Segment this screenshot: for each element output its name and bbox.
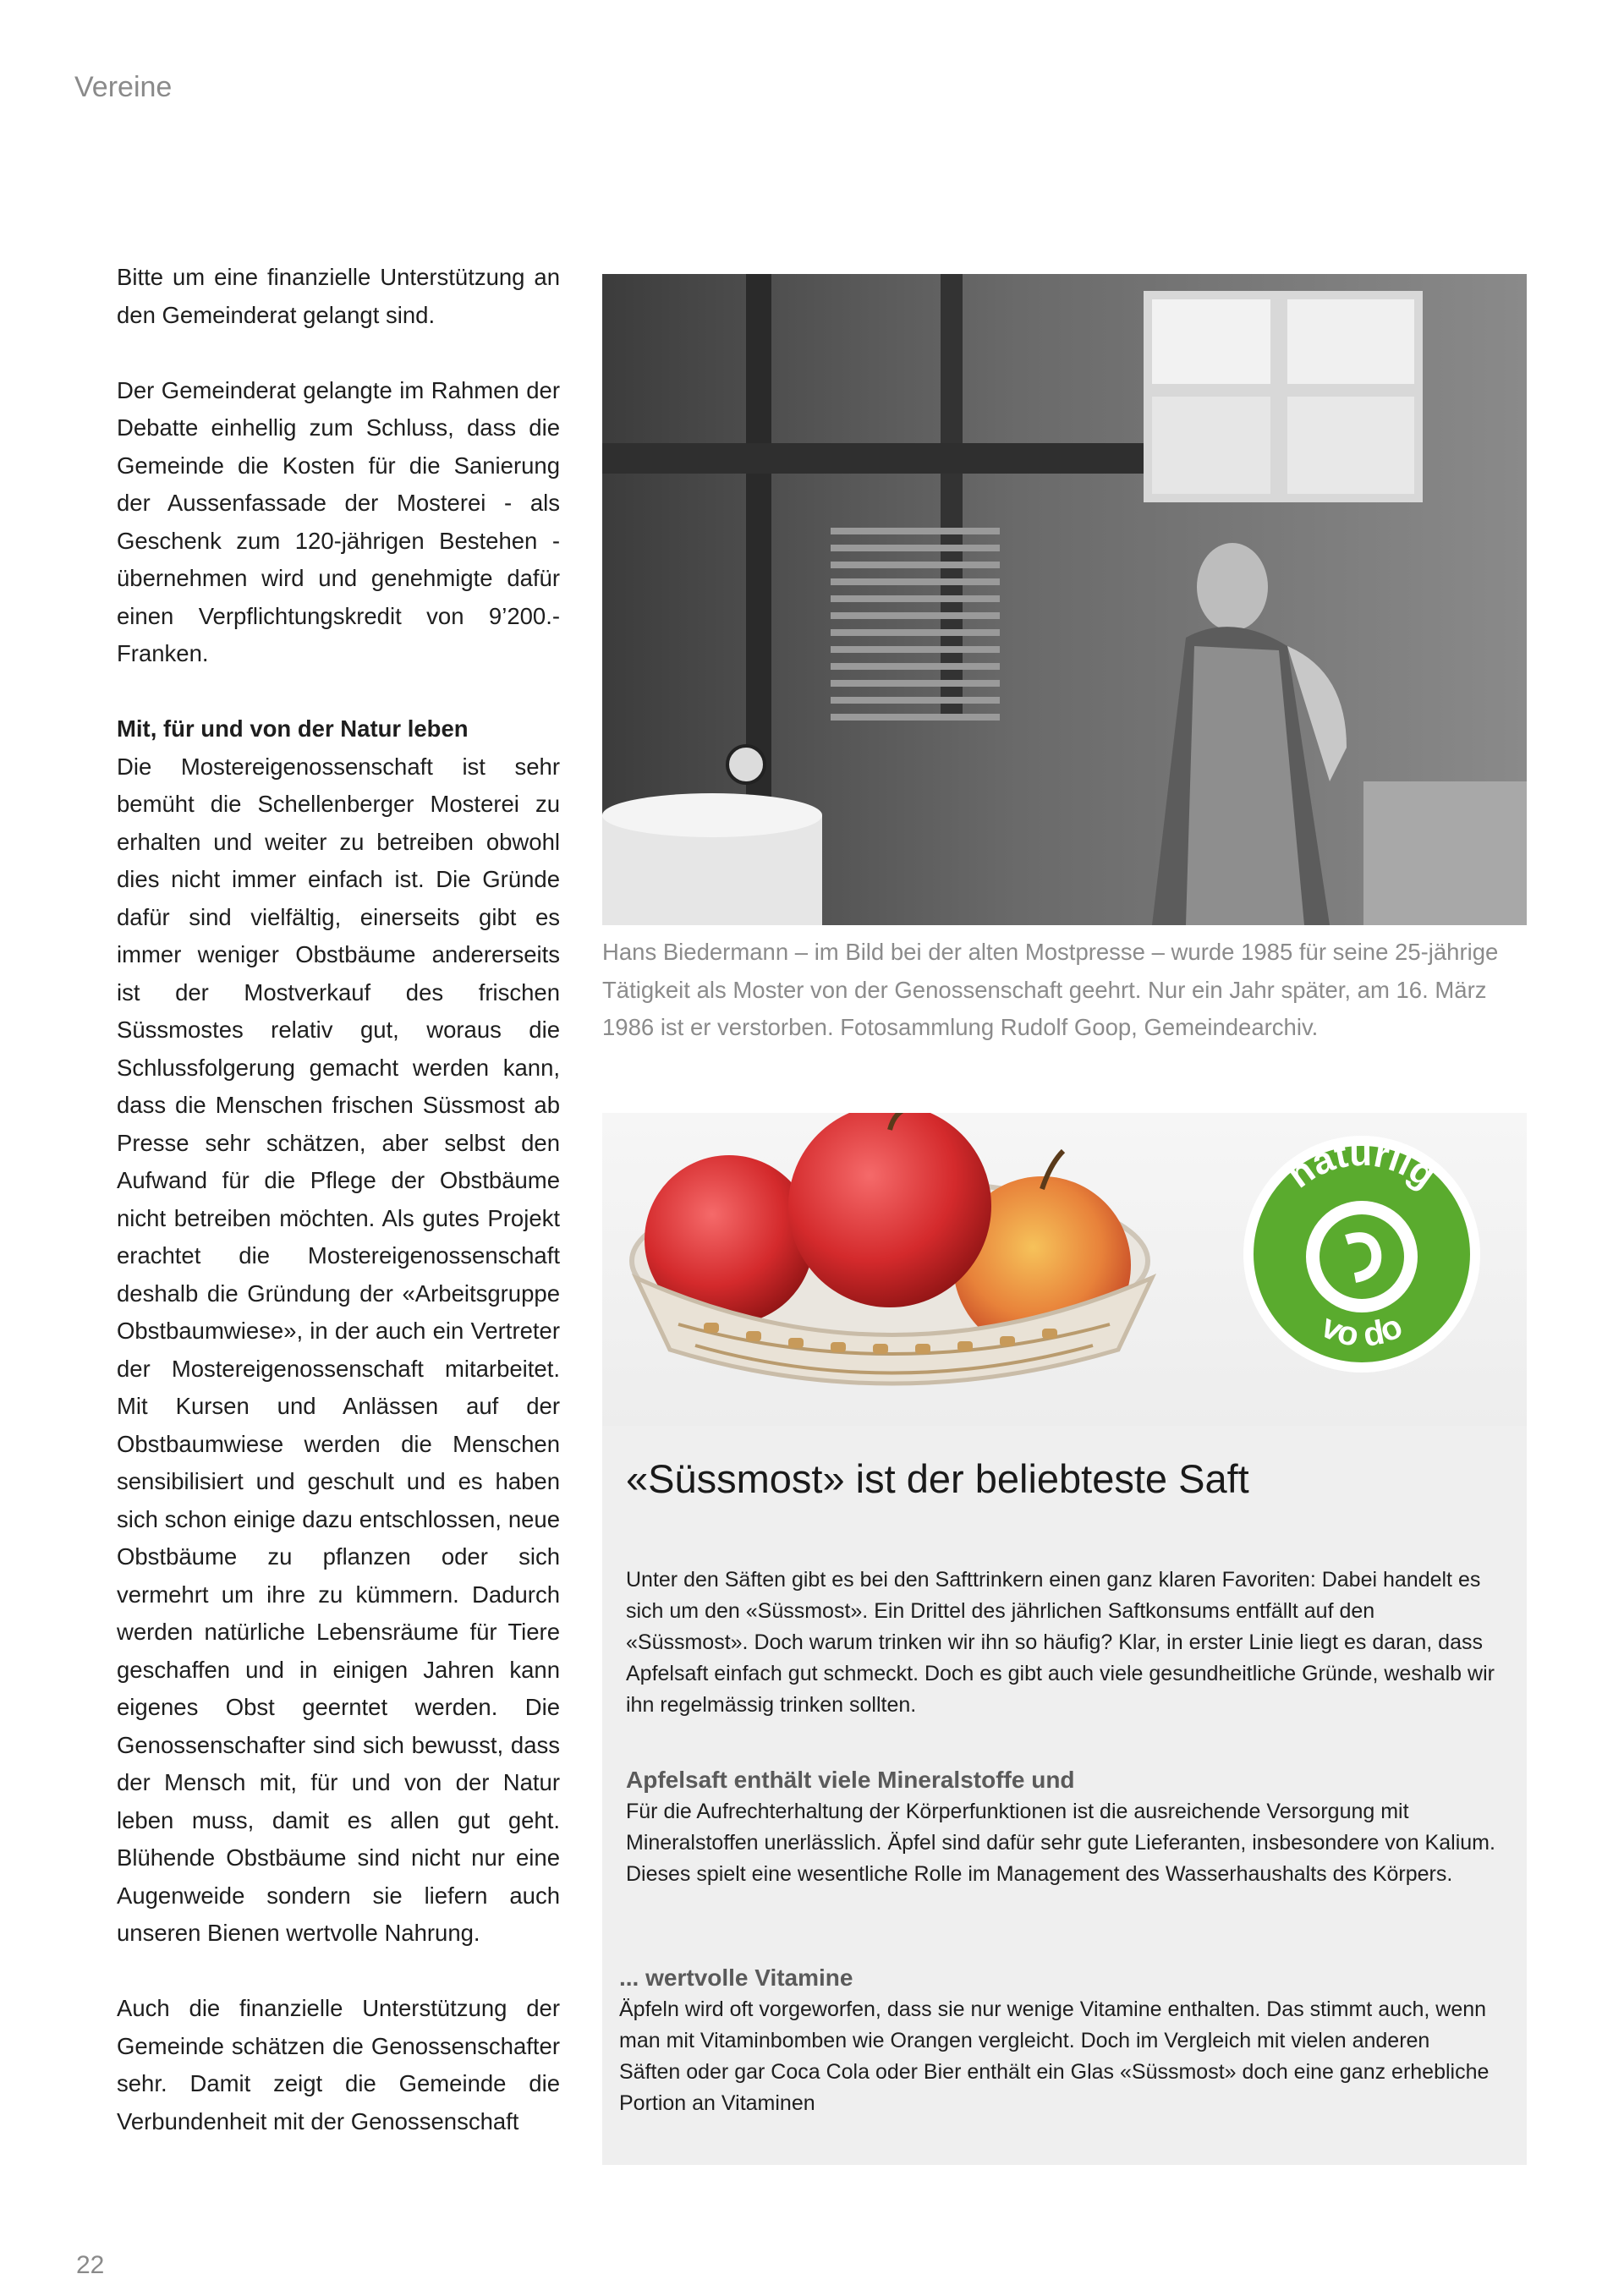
paragraph: Äpfeln wird oft vorgeworfen, dass sie nur wenige Vitamine enthalten. Das stimmt auch, wenn man mit Vitaminbomben wie Orangen vergleicht. Doch im Vergleich mit vielen anderen Säften oder gar Coca Cola oder Bier enthält ein Glas «Süssmost» doch eine ganz erhebliche Portion an Vitaminen [619, 1997, 1490, 2115]
paragraph: Bitte um eine finanzielle Unterstützung an den Gemeinderat gelangt sind. [117, 264, 560, 328]
paragraph: Der Gemeinderat gelangte im Rahmen der Debatte einhellig zum Schluss, dass die Gemeinde die Kosten für die Sanierung der Aussenfassade der Mosterei - als Geschenk zum 120-jährigen Bestehen - übernehmen wird und genehmigte dafür einen Verpflichtungskredit von 9’200.- Franken. [117, 376, 560, 666]
info-box [602, 1113, 1527, 2165]
logo-text-top: natürlig [1280, 1132, 1444, 1197]
info-box-intro [626, 1564, 1497, 1721]
paragraph: Auch die finanzielle Unterstützung der Gemeinde schätzen die Genossenschafter sehr. Damit zeigt die Gemeinde die Verbundenheit mit der Genossenschaft [117, 1995, 560, 2134]
paragraph: Die Mostereigenossenschaft ist sehr bemüht die Schellenberger Mosterei zu erhalten und weiter zu betreiben obwohl dies nicht immer einfach ist. Die Gründe dafür sind vielfältig, einerseits gibt es immer weniger Obstbäume andererseits ist der Mostverkauf des frischen Süssmostes relativ gut, woraus die Schlussfolgerung gemacht werden kann, dass die Menschen frischen Süssmost ab Presse sehr schätzen, aber selbst den Aufwand für die Pflege der Obstbäume nicht betreiben möchten. Als gutes Projekt erachtet die Mostereigenossenschaft deshalb die Gründung der «Arbeitsgruppe Obstbaumwiese», in der auch ein Vertreter der Mostereigenossenschaft mitarbeitet. Mit Kursen und Anlässen auf der Obstbaumwiese werden die Menschen sensibilisiert und geschult und es haben sich schon einige dazu entschlossen, neue Obstbäume zu pflanzen oder sich vermehrt um ihre zu kümmern. Dadurch werden natürliche Lebensräume für Tiere geschaffen und in einigen Jahren kann eigenes Obst geerntet werden. Die Genossenschafter sind sich bewusst, dass der Mensch mit, für und von der Natur leben muss, damit es allen gut geht. Blühende Obstbäume sind nicht nur eine Augenweide sondern sie liefern auch unseren Bienen wertvolle Nahrung. [117, 753, 560, 1946]
historic-photo-cider-press [602, 274, 1527, 925]
paragraph: Unter den Säften gibt es bei den Safttrinkern einen ganz klaren Favoriten: Dabei handelt es sich um den «Süssmost». Ein Drittel des jährlichen Saftkonsums entfällt auf den «Süssmost». Doch warum trinken wir ihn so häufig? Klar, in erster Linie liegt es daran, dass Apfelsaft einfach gut schmeckt. Doch es gibt auch viele gesundheitliche Gründe, weshalb wir ihn regelmässig trinken sollten. [626, 1568, 1495, 1717]
article-column [117, 259, 560, 2140]
page-number: 22 [76, 2251, 105, 2279]
info-box-section-vitamins [619, 1962, 1490, 2119]
info-box-subheading: Apfelsaft enthält viele Mineralstoffe und [626, 1767, 1075, 1793]
paragraph: Für die Aufrechterhaltung der Körperfunktionen ist die ausreichende Versorgung mit Mineralstoffen unerlässlich. Äpfel sind dafür sehr gute Lieferanten, insbesondere von Kalium. Dieses spielt eine wesentliche Rolle im Management des Wasserhaushalts des Körpers. [626, 1800, 1495, 1886]
section-title: Vereine [74, 71, 173, 103]
article-subheading: Mit, für und von der Natur leben [117, 715, 469, 742]
photo-caption: Hans Biedermann – im Bild bei der alten Mostpresse – wurde 1985 für seine 25-jährige Tätigkeit als Moster von der Genossenschaft geehrt. Nur ein Jahr später, am 16. März 1986 ist er verstorben. Fotosammlung Rudolf Goop, Gemeindearchiv. [602, 939, 1499, 1040]
natuerlig-logo [1243, 1132, 1480, 1373]
info-box-subheading: ... wertvolle Vitamine [619, 1964, 853, 1991]
logo-text-bottom: vo do [1315, 1307, 1408, 1355]
apple-basket-illustration [602, 1113, 1527, 1426]
info-box-section-minerals [626, 1764, 1497, 1890]
info-box-title: «Süssmost» ist der beliebteste Saft [626, 1456, 1249, 1501]
